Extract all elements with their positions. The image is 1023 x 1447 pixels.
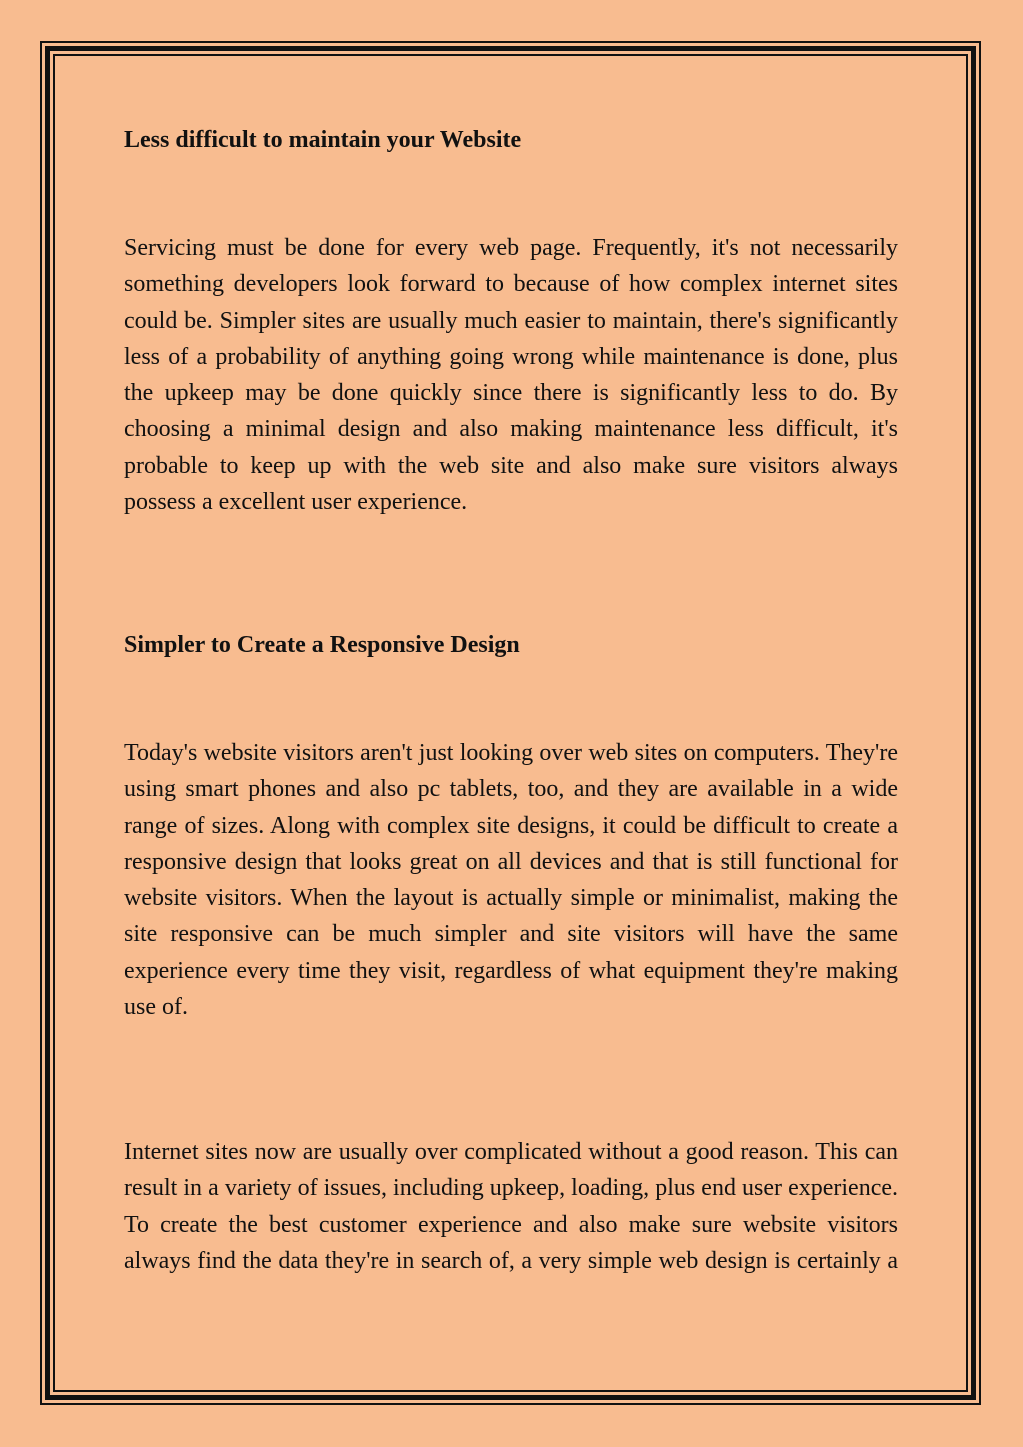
section-paragraph-maintain: Servicing must be done for every web page. Frequently, it's not necessarily something developers look forward to because of how complex internet sites could be. Simpler sites are usually much easier to maintain, there's significantly less of a probability of anything going wrong while maintenance is done, plus the upkeep may be done quickly since there is significantly less to do. By choosing a minimal design and also making maintenance less difficult, it's probable to keep up with the web site and also make sure visitors always possess a excellent user experience. (124, 235, 898, 516)
closing-paragraph: Internet sites now are usually over complicated without a good reason. This can result in a variety of issues, including upkeep, loading, plus end user experience. To create the best customer experience and also make sure website visitors always find the data they're in search of, a very simple web design is certainly a (124, 1139, 898, 1274)
section-paragraph-responsive: Today's website visitors aren't just looking over web sites on computers. They're using smart phones and also pc tablets, too, and they are available in a wide range of sizes. Along with complex site designs, it could be difficult to create a responsive design that looks great on all devices and that is still functional for website visitors. When the layout is actually simple or minimalist, making the site responsive can be much simpler and site visitors will have the same experience every time they visit, regardless of what equipment they're making use of. (124, 740, 898, 1021)
section-heading-responsive: Simpler to Create a Responsive Design (124, 632, 520, 658)
section-heading-maintain: Less difficult to maintain your Website (124, 127, 522, 153)
